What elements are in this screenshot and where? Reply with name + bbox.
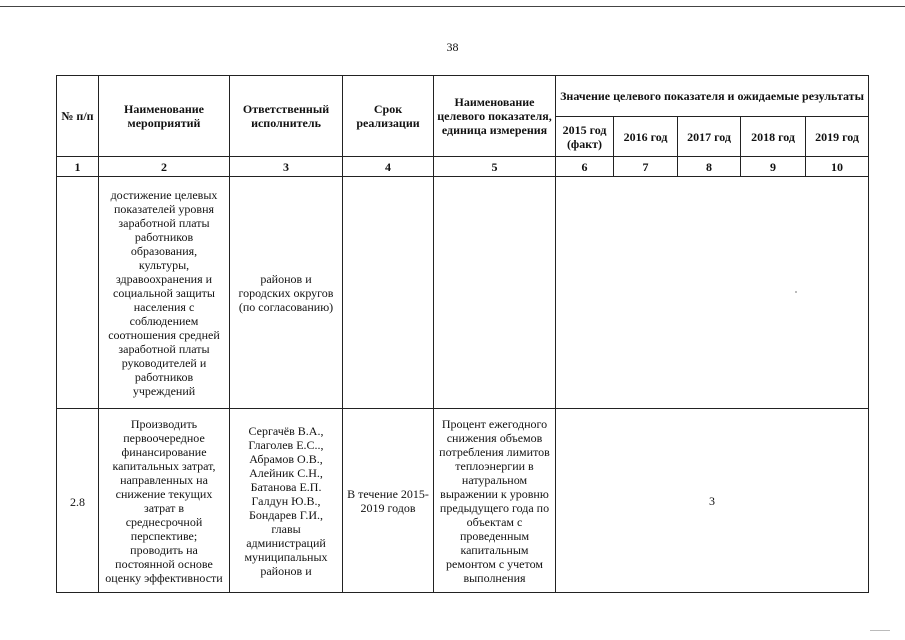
header-values-group: Значение целевого показателя и ожидаемые результаты xyxy=(556,76,869,117)
header-no: № п/п xyxy=(57,76,99,157)
column-number: 5 xyxy=(434,157,556,177)
top-border-line xyxy=(0,6,905,7)
column-number: 2 xyxy=(99,157,230,177)
scan-speck xyxy=(795,291,797,293)
header-year-2016: 2016 год xyxy=(614,117,678,157)
value-cell: 3 xyxy=(556,409,869,593)
value-cell xyxy=(556,177,869,409)
row-number xyxy=(57,177,99,409)
term-cell xyxy=(343,177,434,409)
table-row xyxy=(57,177,869,409)
header-year-2018: 2018 год xyxy=(741,117,806,157)
scan-speck xyxy=(870,630,890,631)
header-activity: Наименование мероприятий xyxy=(99,76,230,157)
page-number: 38 xyxy=(446,40,459,54)
header-year-2015: 2015 год (факт) xyxy=(556,117,614,157)
activity-cell: Производить первоочередное финансирование капитальных затрат, направленных на снижение текущих затрат в среднесрочной перспективе; проводить на постоянной основе оценку эффективности xyxy=(99,409,230,593)
indicator-cell xyxy=(434,177,556,409)
header-row xyxy=(57,76,869,117)
header-year-2019: 2019 год xyxy=(806,117,869,157)
column-number: 1 xyxy=(57,157,99,177)
column-number: 9 xyxy=(741,157,806,177)
column-number-row xyxy=(57,157,869,177)
responsible-cell: районов и городских округов (по согласованию) xyxy=(230,177,343,409)
program-activities-table xyxy=(56,75,869,593)
header-responsible: Ответственный исполнитель xyxy=(230,76,343,157)
responsible-cell: Сергачёв В.А., Глаголев Е.С.., Абрамов О.В., Алейник С.Н., Батанова Е.П. Галдун Ю.В., Бондарев Г.И., главы администраций муниципальных районов и xyxy=(230,409,343,593)
header-year-2017: 2017 год xyxy=(678,117,741,157)
header-indicator: Наименование целевого показателя, единица измерения xyxy=(434,76,556,157)
activity-cell: достижение целевых показателей уровня заработной платы работников образования, культуры, здравоохранения и социальной защиты населения с соблюдением соотношения средней заработной платы руководителей и работников учреждений xyxy=(99,177,230,409)
term-cell: В течение 2015- 2019 годов xyxy=(343,409,434,593)
column-number: 10 xyxy=(806,157,869,177)
column-number: 6 xyxy=(556,157,614,177)
column-number: 8 xyxy=(678,157,741,177)
column-number: 3 xyxy=(230,157,343,177)
table-row xyxy=(57,409,869,593)
row-number: 2.8 xyxy=(57,409,99,593)
header-term: Срок реализации xyxy=(343,76,434,157)
column-number: 7 xyxy=(614,157,678,177)
column-number: 4 xyxy=(343,157,434,177)
indicator-cell: Процент ежегодного снижения объемов потребления лимитов теплоэнергии в натуральном выражении к уровню предыдущего года по объектам с проведенным капитальным ремонтом с учетом выполнения xyxy=(434,409,556,593)
